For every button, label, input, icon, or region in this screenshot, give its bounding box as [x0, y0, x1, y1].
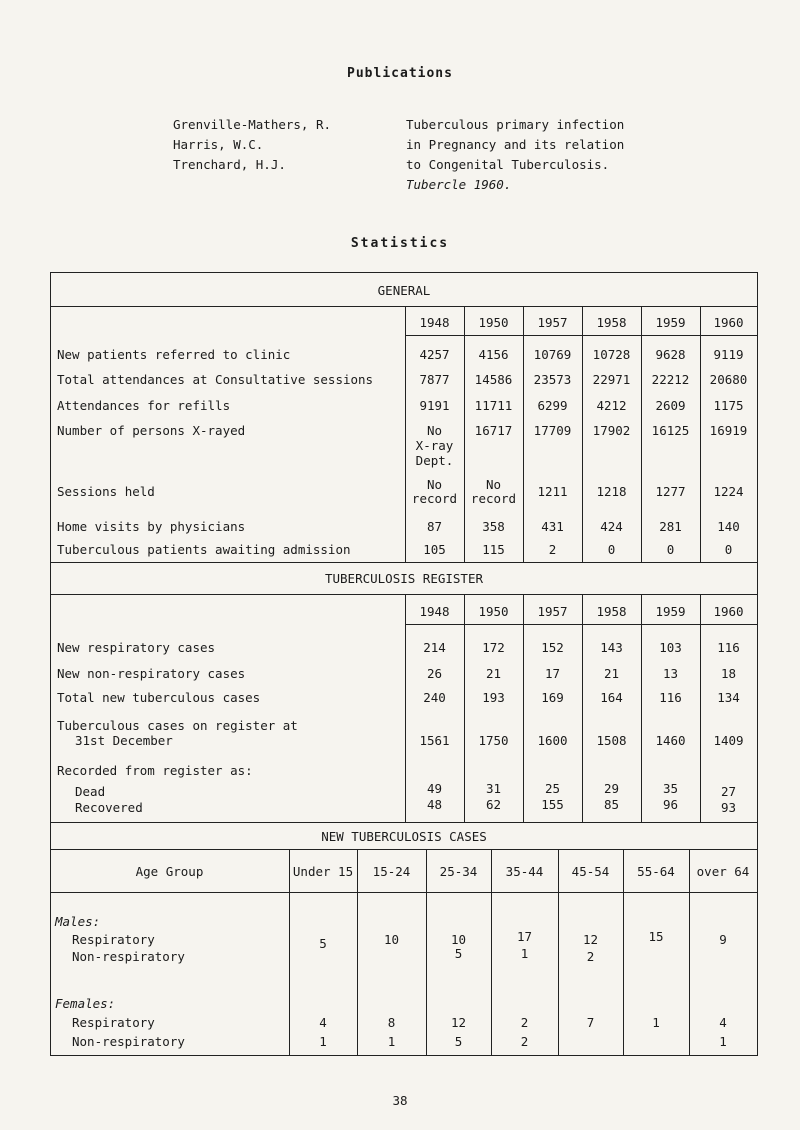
- cell: 4: [319, 1015, 327, 1030]
- register-title: TUBERCULOSIS REGISTER: [324, 571, 484, 586]
- general-year-1960: 1960: [713, 315, 744, 330]
- cell: 1409: [713, 733, 744, 748]
- cell: 155: [541, 797, 564, 812]
- cell: 116: [717, 640, 740, 655]
- cell: 1175: [713, 398, 744, 413]
- cell: 431: [541, 519, 564, 534]
- page-number: 38: [392, 1093, 408, 1108]
- age-col: 45-54: [571, 864, 610, 879]
- cell: 10769: [533, 347, 572, 362]
- cell: 10: [450, 932, 467, 947]
- cell: 281: [659, 519, 682, 534]
- row-label: New respiratory cases: [57, 640, 216, 655]
- cell: 5: [454, 1034, 463, 1049]
- age-col: 55-64: [637, 864, 675, 879]
- cell: 16717: [474, 423, 513, 438]
- row-label: Tuberculous cases on register at: [57, 718, 298, 733]
- cell: 134: [717, 690, 740, 705]
- register-year-1957: 1957: [537, 604, 568, 619]
- cell: 12: [582, 932, 599, 947]
- cell: 105: [423, 542, 446, 557]
- cell: 26: [426, 666, 443, 681]
- cell: 9628: [655, 347, 686, 362]
- cell: 4: [719, 1015, 727, 1030]
- females-label: Females:: [55, 996, 116, 1011]
- row-label: Total new tuberculous cases: [57, 690, 261, 705]
- cell: 2: [520, 1015, 529, 1030]
- author-1: Grenville-Mathers, R.: [173, 117, 332, 132]
- cell: 35: [662, 781, 679, 796]
- cell: 23573: [533, 372, 572, 387]
- cell: 22212: [651, 372, 690, 387]
- cell: 1750: [478, 733, 509, 748]
- general-year-1959: 1959: [655, 315, 686, 330]
- cell: 2: [586, 949, 595, 964]
- cell: 15: [648, 929, 664, 944]
- age-col: over 64: [696, 864, 750, 879]
- row-label: Sessions held: [57, 484, 155, 499]
- cell: 9119: [713, 347, 744, 362]
- cell: 424: [600, 519, 623, 534]
- general-year-1958: 1958: [596, 315, 627, 330]
- row-label: Home visits by physicians: [57, 519, 246, 534]
- cell: 12: [450, 1015, 467, 1030]
- general-year-1957: 1957: [537, 315, 568, 330]
- cell: 1211: [537, 484, 568, 499]
- cell: 4156: [478, 347, 509, 362]
- cell: 172: [482, 640, 505, 655]
- cell: 2609: [655, 398, 686, 413]
- row-label: Number of persons X-rayed: [57, 423, 246, 438]
- cell: 9: [719, 932, 727, 947]
- row-label: Tuberculous patients awaiting admission: [57, 542, 351, 557]
- row-label: New patients referred to clinic: [57, 347, 291, 362]
- cell: 5: [454, 946, 463, 961]
- pub-title-line-2: in Pregnancy and its relation: [406, 137, 625, 152]
- cell: 115: [482, 542, 505, 557]
- row-label: Attendances for refills: [57, 398, 231, 413]
- cell: 31: [485, 781, 502, 796]
- cell: 0: [724, 542, 733, 557]
- register-year-1950: 1950: [478, 604, 509, 619]
- statistics-heading: Statistics: [350, 236, 450, 251]
- cell: 62: [485, 797, 502, 812]
- row-label: Respiratory: [72, 1015, 155, 1030]
- author-3: Trenchard, H.J.: [173, 157, 286, 172]
- cell: No: [485, 477, 502, 492]
- age-col: 25-34: [439, 864, 478, 879]
- cell: 169: [541, 690, 564, 705]
- cell: 7: [586, 1015, 595, 1030]
- cell: 0: [666, 542, 675, 557]
- males-label: Males:: [55, 914, 101, 929]
- cell: 4257: [419, 347, 450, 362]
- cell: 164: [600, 690, 623, 705]
- age-col: Under 15: [292, 864, 354, 879]
- publications-heading: Publications: [347, 66, 453, 81]
- cell: 116: [659, 690, 682, 705]
- cell: 93: [720, 800, 737, 815]
- row-label: Non-respiratory: [72, 949, 185, 964]
- cell: 87: [426, 519, 443, 534]
- cell: 96: [662, 797, 679, 812]
- cell: 21: [485, 666, 502, 681]
- cases-title: NEW TUBERCULOSIS CASES: [321, 829, 487, 844]
- age-col: 35-44: [505, 864, 544, 879]
- cell: 20680: [709, 372, 748, 387]
- cell: 9191: [419, 398, 450, 413]
- cell: 13: [662, 666, 679, 681]
- cell: 22971: [592, 372, 631, 387]
- cell: 1: [719, 1034, 727, 1049]
- cell: 2: [520, 1034, 529, 1049]
- cell: 8: [387, 1015, 396, 1030]
- cell: 48: [426, 797, 443, 812]
- register-year-1959: 1959: [655, 604, 686, 619]
- cell: 17902: [592, 423, 631, 438]
- cell: 16125: [651, 423, 690, 438]
- cell: record: [411, 491, 458, 506]
- row-label: Total attendances at Consultative sessions: [57, 372, 374, 387]
- cell: 5: [319, 936, 327, 951]
- author-2: Harris, W.C.: [173, 137, 264, 152]
- cell: 49: [426, 781, 443, 796]
- cell: 1277: [655, 484, 686, 499]
- cell: 85: [603, 797, 620, 812]
- cell: 11711: [474, 398, 513, 413]
- cell: 1: [319, 1034, 327, 1049]
- cell: 1600: [537, 733, 568, 748]
- cell: Dept.: [415, 453, 454, 468]
- cell: 18: [720, 666, 737, 681]
- pub-title-line-1: Tuberculous primary infection: [406, 117, 625, 132]
- age-group-label: Age Group: [135, 864, 204, 879]
- cell: 17: [516, 929, 533, 944]
- cell: X-ray: [415, 438, 454, 453]
- pub-title-line-3: to Congenital Tuberculosis.: [406, 157, 610, 172]
- cell: 1224: [713, 484, 744, 499]
- cell: 193: [482, 690, 505, 705]
- cell: 103: [659, 640, 682, 655]
- cell: 0: [607, 542, 616, 557]
- cell: 6299: [537, 398, 568, 413]
- cell: 240: [423, 690, 446, 705]
- cell: 140: [717, 519, 740, 534]
- general-year-1950: 1950: [478, 315, 509, 330]
- cell: 16919: [709, 423, 748, 438]
- cell: 10: [383, 932, 400, 947]
- cell: 25: [544, 781, 561, 796]
- cell: 1508: [596, 733, 627, 748]
- row-label-cont: 31st December: [75, 733, 173, 748]
- cell: 17: [544, 666, 561, 681]
- cell: 2: [548, 542, 557, 557]
- cell: 1561: [419, 733, 450, 748]
- cell: 29: [603, 781, 620, 796]
- register-year-1958: 1958: [596, 604, 627, 619]
- general-title: GENERAL: [377, 283, 431, 298]
- cell: No: [426, 477, 443, 492]
- cell: 1: [387, 1034, 396, 1049]
- row-label: Non-respiratory: [72, 1034, 185, 1049]
- cell: 143: [600, 640, 623, 655]
- cell: 7877: [419, 372, 450, 387]
- row-label: Dead: [75, 784, 106, 799]
- cell: 14586: [474, 372, 513, 387]
- cell: No: [426, 423, 443, 438]
- cell: 358: [482, 519, 505, 534]
- cell: 214: [423, 640, 446, 655]
- age-col: 15-24: [372, 864, 411, 879]
- cell: 1460: [655, 733, 686, 748]
- cell: 152: [541, 640, 564, 655]
- cell: 4212: [596, 398, 627, 413]
- cell: 1: [520, 946, 529, 961]
- row-label: Recovered: [75, 800, 143, 815]
- recorded-label: Recorded from register as:: [57, 763, 253, 778]
- cell: record: [470, 491, 517, 506]
- register-year-1948: 1948: [419, 604, 450, 619]
- row-label: New non-respiratory cases: [57, 666, 246, 681]
- cell: 27: [720, 784, 737, 799]
- pub-journal: Tubercle 1960.: [406, 177, 512, 192]
- cell: 1: [652, 1015, 660, 1030]
- cell: 21: [603, 666, 620, 681]
- cell: 10728: [592, 347, 631, 362]
- row-label: Respiratory: [72, 932, 155, 947]
- cell: 1218: [596, 484, 627, 499]
- register-year-1960: 1960: [713, 604, 744, 619]
- general-year-1948: 1948: [419, 315, 450, 330]
- cell: 17709: [533, 423, 572, 438]
